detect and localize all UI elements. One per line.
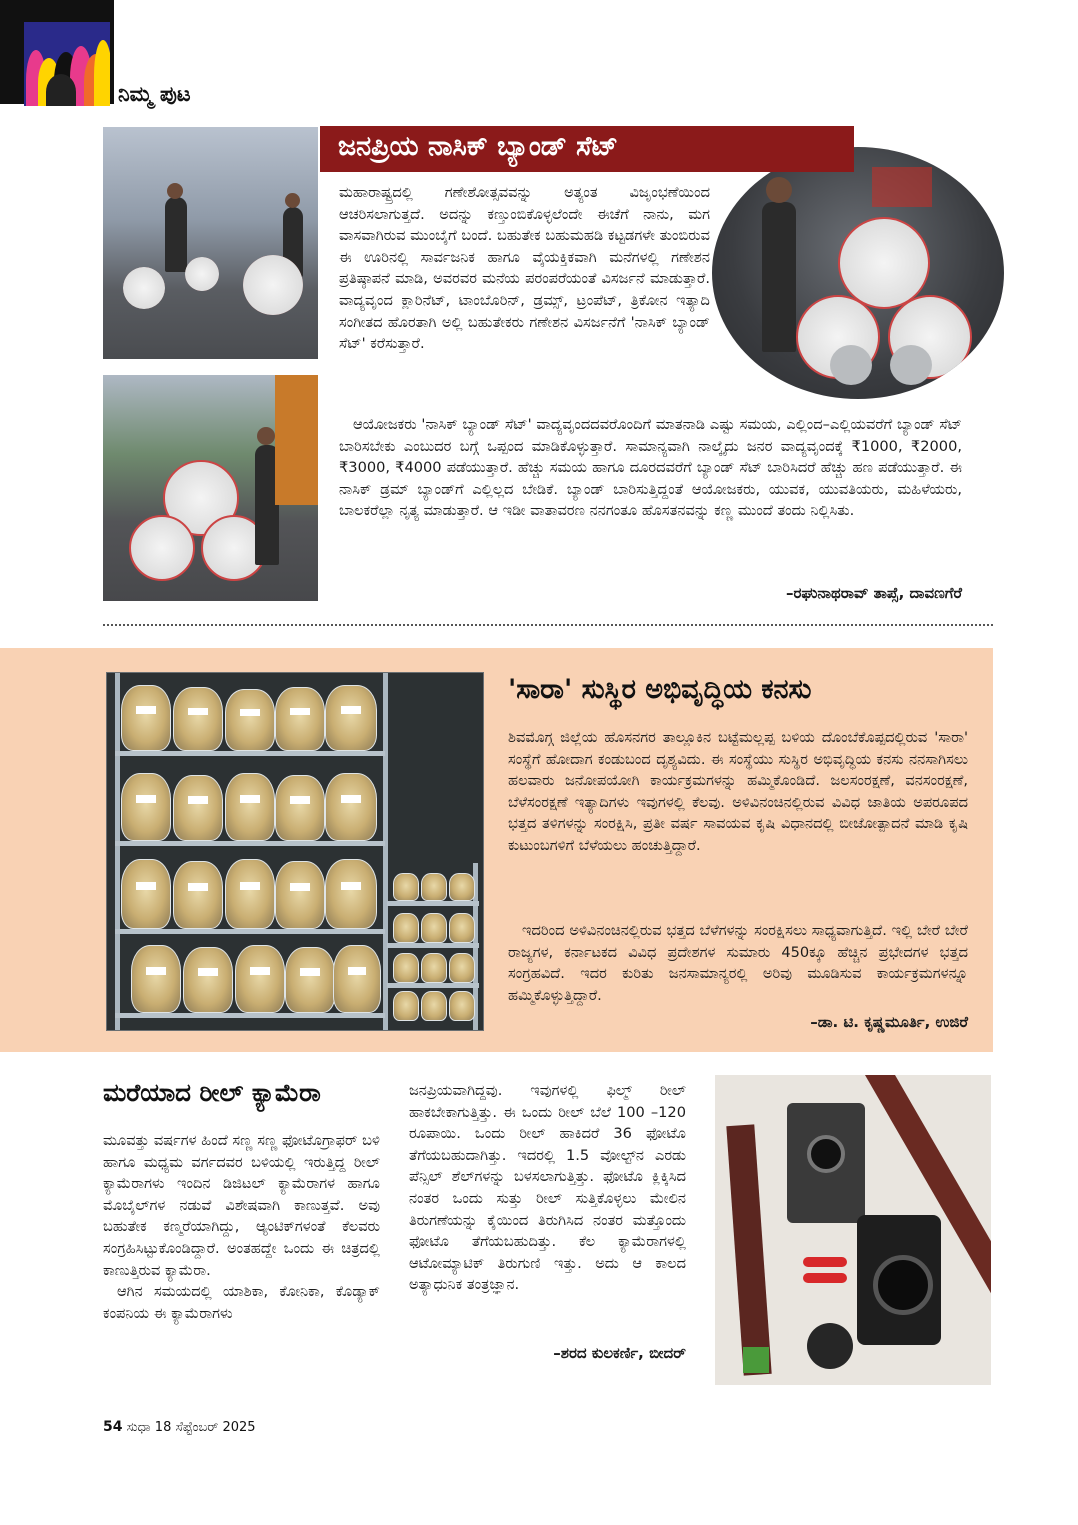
article-paragraph: ಶಿವಮೊಗ್ಗ ಜಿಲ್ಲೆಯ ಹೊಸನಗರ ತಾಲ್ಲೂಕಿನ ಬಟ್ಟೆಮಲ್ಲಪ್ಪ ಬಳಿಯ ದೊಂಬೆಕೊಪ್ಪದಲ್ಲಿರುವ 'ಸಾರಾ' ಸಂಸ್ಥೆಗೆ ಹೋದಾಗ ಕಂಡುಬಂದ ದೃಶ್ಯವಿದು. ಈ ಸಂಸ್ಥೆಯು ಸುಸ್ಥಿರ ಅಭಿವೃದ್ಧಿಯ ಕನಸು ನನಸಾಗಿಸಲು ಹಲವಾರು ಜನೋಪಯೋಗಿ ಕಾರ್ಯಕ್ರಮಗಳನ್ನು ಹಮ್ಮಿಕೊಂಡಿದೆ. ಜಲಸಂರಕ್ಷಣೆ, ವನಸಂರಕ್ಷಣೆ, ಬೆಳೆಸಂರಕ್ಷಣೆ ಇತ್ಯಾದಿಗಳು ಇವುಗಳಲ್ಲಿ ಕೆಲವು. ಅಳಿವಿನಂಚಿನಲ್ಲಿರುವ ವಿವಿಧ ಜಾತಿಯ ಅಪರೂಪದ ಭತ್ತದ ತಳಿಗಳನ್ನು ಸಂರಕ್ಷಿಸಿ, ಪ್ರತೀ ವರ್ಷ ಸಾವಯವ ಕೃಷಿ ವಿಧಾನದಲ್ಲಿ ಬೀಜೋತ್ಪಾದನೆ ಮಾಡಿ ಕೃಷಿ ಕುಟುಂಬಗಳಿಗೆ ಬೆಳೆಯಲು ಹಂಚುತ್ತಿದ್ದಾರೆ. <box>508 729 968 854</box>
article-author: –ರಘುನಾಥರಾವ್ ತಾಪ್ಸೆ, ದಾವಣಗೆರೆ <box>785 584 962 602</box>
article-title: ಮರೆಯಾದ ರೀಲ್ ಕ್ಯಾಮೆರಾ <box>103 1078 321 1107</box>
article-paragraph: ಜನಪ್ರಿಯವಾಗಿದ್ದವು. ಇವುಗಳಲ್ಲಿ ಫಿಲ್ಮ್ ರೀಲ್ ಹಾಕಬೇಕಾಗುತ್ತಿತ್ತು. ಈ ಒಂದು ರೀಲ್ ಬೆಲೆ 100 –120 ರೂಪಾಯಿ. ಒಂದು ರೀಲ್ ಹಾಕಿದರೆ 36 ಫೋಟೊ ತೆಗೆಯಬಹುದಾಗಿತ್ತು. ಇದರಲ್ಲಿ 1.5 ವೋಲ್ಟ್‌ನ ಎರಡು ಪೆನ್ಸಿಲ್ ಶೆಲ್‌ಗಳನ್ನು ಬಳಸಲಾಗುತ್ತಿತ್ತು. ಫೋಟೊ ಕ್ಲಿಕ್ಕಿಸಿದ ನಂತರ ಒಂದು ಸುತ್ತು ರೀಲ್ ಸುತ್ತಿಕೊಳ್ಳಲು ಮೇಲಿನ ತಿರುಗಣೆಯನ್ನು ಕೈಯಿಂದ ತಿರುಗಿಸಿದ ನಂತರ ಮತ್ತೊಂದು ಫೋಟೊ ತೆಗೆಯಬಹುದಿತ್ತು. ಕೆಲ ಕ್ಯಾಮೆರಾಗಳಲ್ಲಿ ಆಟೋಮ್ಯಾಟಿಕ್ ತಿರುಗುಣಿ ಇತ್ತು. ಅದು ಆ ಕಾಲದ ಅತ್ಯಾಧುನಿಕ ತಂತ್ರಜ್ಞಾನ. <box>409 1082 686 1294</box>
article-paragraph: ಆಗಿನ ಸಮಯದಲ್ಲಿ ಯಾಶಿಕಾ, ಕೋನಿಕಾ, ಕೊಡ್ಯಾಕ್ ಕಂಪನಿಯ ಈ ಕ್ಯಾಮೆರಾಗಳು <box>103 1283 380 1322</box>
magazine-name: ಸುಧಾ <box>126 1420 151 1435</box>
page-number: 54 <box>103 1419 123 1435</box>
band-street-photo <box>103 127 318 359</box>
section-title: ನಿಮ್ಮ ಪುಟ <box>118 82 191 106</box>
section-divider <box>103 624 993 626</box>
article-author: –ಶರದ ಕುಲಕರ್ಣಿ, ಬೀದರ್ <box>553 1344 686 1362</box>
article-paragraph: ಮಹಾರಾಷ್ಟ್ರದಲ್ಲಿ ಗಣೇಶೋತ್ಸವವನ್ನು ಅತ್ಯಂತ ವಿಜೃಂಭಣೆಯಿಂದ ಆಚರಿಸಲಾಗುತ್ತದೆ. ಅದನ್ನು ಕಣ್ತುಂಬಿಕೊಳ್ಳಲೆಂದೇ ಈಚೆಗೆ ನಾನು, ಮಗ ವಾಸವಾಗಿರುವ ಮುಂಬೈಗೆ ಬಂದೆ. ಬಹುತೇಕ ಬಹುಮಹಡಿ ಕಟ್ಟಡಗಳೇ ತುಂಬಿರುವ ಈ ಊರಿನಲ್ಲಿ ಸಾರ್ವಜನಿಕ ಹಾಗೂ ವೈಯಕ್ತಿಕವಾಗಿ ಮನೆಗಳಲ್ಲಿ ಗಣೇಶನ ಪ್ರತಿಷ್ಠಾಪನೆ ಮಾಡಿ, ಅವರವರ ಮನೆಯ ಪರಂಪರೆಯಂತೆ ವಿಸರ್ಜನೆ ಮಾಡುತ್ತಾರೆ. ವಾದ್ಯವೃಂದ ಕ್ಲಾರಿನೆಟ್, ಟಾಂಬೊರಿನ್, ಡ್ರಮ್ಸ್, ಟ್ರಂಪೆಟ್, ತ್ರಿಕೋನ ಇತ್ಯಾದಿ ಸಂಗೀತದ ಹೊರತಾಗಿ ಅಲ್ಲಿ ಬಹುತೇಕರು ಗಣೇಶನ ವಿಸರ್ಜನೆಗೆ 'ನಾಸಿಕ್ ಬ್ಯಾಂಡ್ ಸೆಟ್' ಕರೆಸುತ್ತಾರೆ. <box>339 184 710 353</box>
article-title: 'ಸಾರಾ' ಸುಸ್ಥಿರ ಅಭಿವೃದ್ಧಿಯ ಕನಸು <box>508 674 812 705</box>
band-drummer-circle-photo <box>708 143 1008 403</box>
article-paragraph: ಇದರಿಂದ ಅಳಿವಿನಂಚಿನಲ್ಲಿರುವ ಭತ್ತದ ಬೆಳೆಗಳನ್ನು ಸಂರಕ್ಷಿಸಲು ಸಾಧ್ಯವಾಗುತ್ತಿದೆ. ಇಲ್ಲಿ ಬೇರೆ ಬೇರೆ ರಾಜ್ಯಗಳ, ಕರ್ನಾಟಕದ ವಿವಿಧ ಪ್ರದೇಶಗಳ ಸುಮಾರು 450ಕ್ಕೂ ಹೆಚ್ಚಿನ ಪ್ರಭೇದಗಳ ಭತ್ತದ ಸಂಗ್ರಹವಿದೆ. ಇದರ ಕುರಿತು ಜನಸಾಮಾನ್ಯರಲ್ಲಿ ಅರಿವು ಮೂಡಿಸುವ ಕಾರ್ಯಕ್ರಮಗಳನ್ನೂ ಹಮ್ಮಿಕೊಳ್ಳುತ್ತಿದ್ದಾರೆ. <box>508 922 968 1004</box>
article-title: ಜನಪ್ರಿಯ ನಾಸಿಕ್ ಬ್ಯಾಂಡ್ ಸೆಟ್ <box>338 131 619 162</box>
band-procession-photo <box>103 375 318 601</box>
page-footer <box>103 1419 256 1435</box>
article-paragraph: ಮೂವತ್ತು ವರ್ಷಗಳ ಹಿಂದೆ ಸಣ್ಣ ಸಣ್ಣ ಫೋಟೊಗ್ರಾಫರ್ ಬಳಿ ಹಾಗೂ ಮಧ್ಯಮ ವರ್ಗದವರ ಬಳಿಯಲ್ಲಿ ಇರುತ್ತಿದ್ದ ರೀಲ್ ಕ್ಯಾಮೆರಾಗಳು ಇಂದಿನ ಡಿಜಿಟಲ್ ಕ್ಯಾಮೆರಾಗಳ ಹಾಗೂ ಮೊಬೈಲ್‌ಗಳ ನಡುವೆ ವಿಶೇಷವಾಗಿ ಕಾಣುತ್ತವೆ. ಅವು ಬಹುತೇಕ ಕಣ್ಮರೆಯಾಗಿದ್ದು, ಆ್ಯಂಟಿಕ್‌ಗಳಂತೆ ಕೆಲವರು ಸಂಗ್ರಹಿಸಿಟ್ಟುಕೊಂಡಿದ್ದಾರೆ. ಅಂತಹದ್ದೇ ಒಂದು ಈ ಚಿತ್ರದಲ್ಲಿ ಕಾಣುತ್ತಿರುವ ಕ್ಯಾಮೆರಾ. <box>103 1132 380 1279</box>
article-paragraph: ಆಯೋಜಕರು 'ನಾಸಿಕ್ ಬ್ಯಾಂಡ್ ಸೆಟ್' ವಾದ್ಯವೃಂದದವರೊಂದಿಗೆ ಮಾತನಾಡಿ ಎಷ್ಟು ಸಮಯ, ಎಲ್ಲಿಂದ–ಎಲ್ಲಿಯವರೆಗೆ ಬ್ಯಾಂಡ್ ಸೆಟ್ ಬಾರಿಸಬೇಕು ಎಂಬುದರ ಬಗ್ಗೆ ಒಪ್ಪಂದ ಮಾಡಿಕೊಳ್ಳುತ್ತಾರೆ. ಸಾಮಾನ್ಯವಾಗಿ ನಾಲ್ಕೈದು ಜನರ ವಾದ್ಯವೃಂದಕ್ಕೆ ₹1000, ₹2000, ₹3000, ₹4000 ಪಡೆಯುತ್ತಾರೆ. ಹೆಚ್ಚು ಸಮಯ ಹಾಗೂ ದೂರದವರೆಗೆ ಬ್ಯಾಂಡ್ ಸೆಟ್ ಬಾರಿಸಿದರೆ ಹೆಚ್ಚು ಹಣ ಪಡೆಯುತ್ತಾರೆ. ಈ ನಾಸಿಕ್ ಡ್ರಮ್ ಬ್ಯಾಂಡ್‌ಗೆ ಎಲ್ಲಿಲ್ಲದ ಬೇಡಿಕೆ. ಬ್ಯಾಂಡ್ ಬಾರಿಸುತ್ತಿದ್ದಂತೆ ಆಯೋಜಕರು, ಯುವಕ, ಯುವತಿಯರು, ಮಹಿಳೆಯರು, ಬಾಲಕರೆಲ್ಲಾ ನೃತ್ಯ ಮಾಡುತ್ತಾರೆ. ಆ ಇಡೀ ವಾತಾವರಣ ನನಗಂತೂ ಹೊಸತನವನ್ನು ಕಣ್ಣ ಮುಂದೆ ತಂದು ನಿಲ್ಲಿಸಿತು. <box>339 416 962 520</box>
reel-camera-photo <box>715 1075 991 1385</box>
article-author: –ಡಾ. ಟಿ. ಕೃಷ್ಣಮೂರ್ತಿ, ಉಜಿರೆ <box>810 1013 968 1031</box>
issue-date: 18 ಸೆಪ್ಟೆಂಬರ್ 2025 <box>154 1420 256 1435</box>
seed-jars-shelf-photo <box>106 672 484 1031</box>
article-column <box>103 1130 380 1324</box>
people-crowd-icon <box>24 22 110 106</box>
